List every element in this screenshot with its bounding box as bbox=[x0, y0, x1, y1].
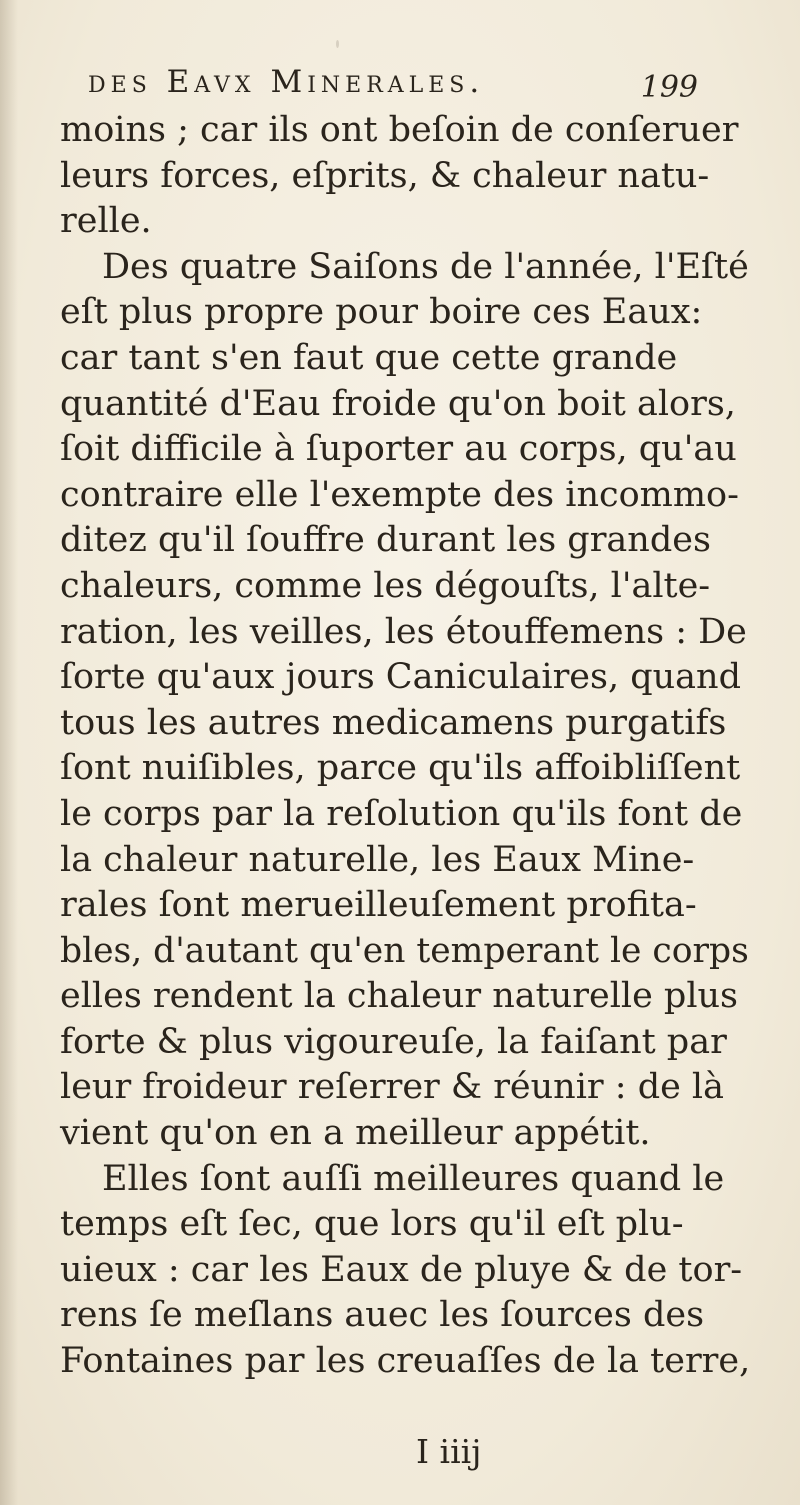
ink-speck bbox=[336, 40, 339, 48]
text-line: tous les autres medicamens purgatifs bbox=[60, 702, 727, 743]
text-line: leur froideur reſerrer & réunir : de là bbox=[60, 1067, 724, 1108]
text-line: quantité d'Eau froide qu'on boit alors, bbox=[60, 383, 736, 424]
text-line: ditez qu'il ſouffre durant les grandes bbox=[60, 520, 711, 561]
text-line: ſorte qu'aux jours Caniculaires, quand bbox=[60, 657, 741, 698]
text-line: moins ; car ils ont beſoin de conſeruer bbox=[60, 110, 739, 150]
text-line: bles, d'autant qu'en temperant le corps bbox=[60, 930, 749, 971]
page-number: 199 bbox=[640, 70, 698, 105]
text-line: chaleurs, comme les dégouſts, l'alte- bbox=[60, 565, 711, 606]
text-line: vient qu'on en a meilleur appétit. bbox=[60, 1113, 651, 1154]
text-line: ſoit difficile à ſuporter au corps, qu'au bbox=[60, 429, 737, 470]
text-line: le corps par la reſolution qu'ils font de bbox=[60, 793, 743, 834]
text-line: Elles ſont auſſi meilleures quand le bbox=[102, 1158, 725, 1199]
text-line: Fontaines par les creuaſſes de la terre, bbox=[60, 1341, 751, 1382]
text-line: relle. bbox=[60, 201, 152, 242]
text-line: Des quatre Saiſons de l'année, l'Eſté bbox=[102, 246, 749, 287]
text-line: rales ſont merueilleuſement profita- bbox=[60, 885, 697, 926]
text-line: forte & plus vigoureuſe, la faiſant par bbox=[60, 1021, 727, 1062]
gutter-shadow bbox=[0, 0, 18, 1505]
text-line: contraire elle l'exempte des incommo- bbox=[60, 474, 739, 515]
text-line: la chaleur naturelle, les Eaux Mine- bbox=[60, 839, 695, 880]
text-line: rens ſe meſlans auec les ſources des bbox=[60, 1295, 705, 1336]
text-line: temps eſt ſec, que lors qu'il eſt plu- bbox=[60, 1204, 684, 1245]
text-line: leurs forces, eſprits, & chaleur natu- bbox=[60, 155, 710, 196]
page-header bbox=[88, 64, 698, 114]
text-line: ration, les veilles, les étouffemens : De bbox=[60, 611, 747, 652]
text-line: eſt plus propre pour boire ces Eaux: bbox=[60, 292, 703, 333]
running-title: des Eavx Minerales. bbox=[88, 64, 485, 100]
text-line: ſont nuiſibles, parce qu'ils affoibliſſent bbox=[60, 748, 741, 789]
signature-mark: I iiij bbox=[416, 1432, 482, 1471]
text-line: uieux : car les Eaux de pluye & de tor- bbox=[60, 1249, 743, 1290]
body-text bbox=[60, 108, 750, 1385]
text-line: elles rendent la chaleur naturelle plus bbox=[60, 976, 739, 1017]
text-line: car tant s'en faut que cette grande bbox=[60, 337, 678, 378]
